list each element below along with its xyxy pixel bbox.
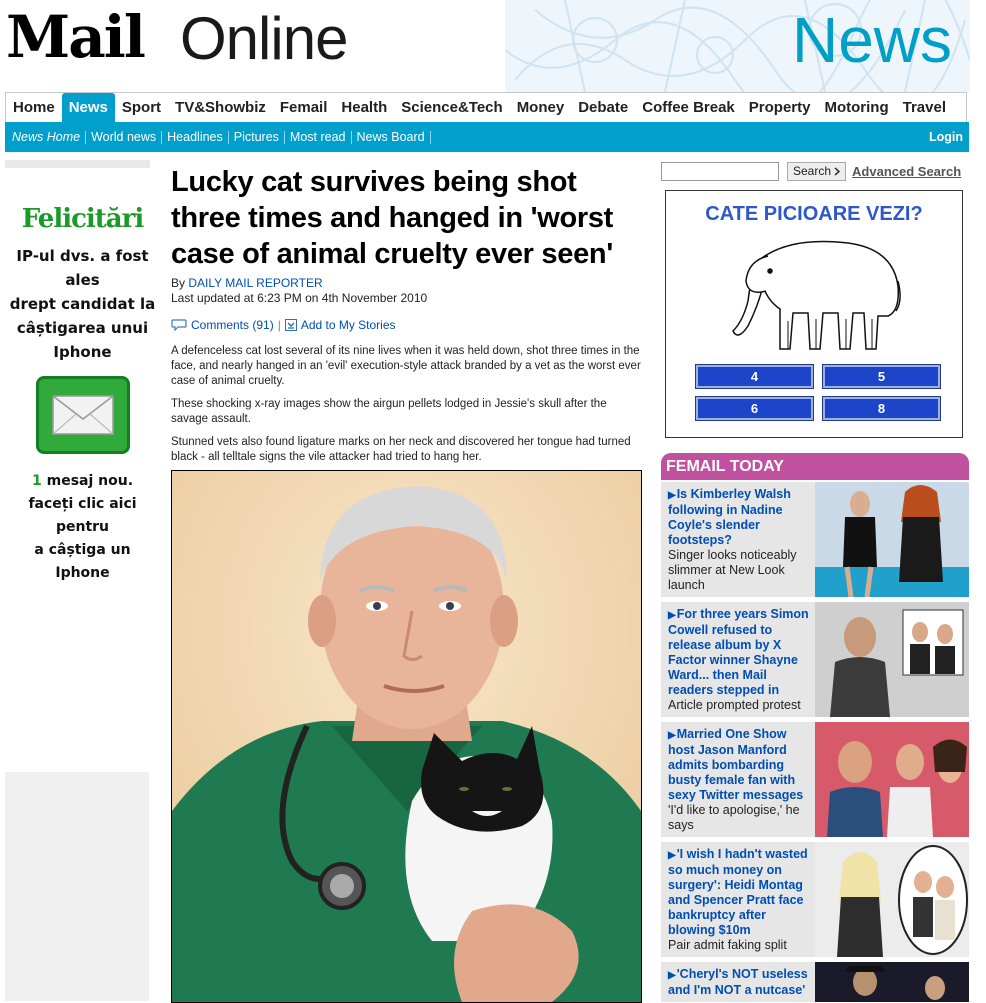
ad-cta[interactable] <box>5 470 160 585</box>
femail-thumbnail[interactable] <box>815 842 969 957</box>
ad-message-count: 1 <box>31 473 42 489</box>
femail-thumbnail[interactable] <box>815 602 969 717</box>
subnav-news-board[interactable]: News Board <box>352 131 431 144</box>
quiz-ad[interactable] <box>665 190 963 438</box>
femail-headline-link[interactable]: For three years Simon Cowell refused to release album by X Factor winner Shayne Ward... then Mail readers stepped in <box>668 607 809 697</box>
masthead <box>0 0 986 92</box>
article-paragraph: A defenceless cat lost several of its nine lives when it was held down, shot three times in the face, and nearly hanged in an 'evil' execution-style attack branded by a vet as the worst ever case of animal cruelty. <box>171 345 641 387</box>
subnav-pictures[interactable]: Pictures <box>229 131 285 144</box>
nav-tv-showbiz[interactable]: TV&Showbiz <box>175 99 266 116</box>
right-column <box>661 160 969 1002</box>
femail-item-sub: Article prompted protest <box>668 698 801 712</box>
femail-headline-link[interactable]: 'Cheryl's NOT useless and I'm NOT a nutcase' <box>668 967 808 997</box>
comment-icon <box>171 319 187 331</box>
chevron-right-icon <box>834 167 840 176</box>
logo-online[interactable]: Online <box>180 5 348 72</box>
sub-nav <box>5 122 969 152</box>
nav-femail[interactable]: Femail <box>279 99 328 116</box>
femail-headline-link[interactable]: 'I wish I hadn't wasted so much money on surgery': Heidi Montag and Spencer Pratt face bankruptcy after blowing $10m <box>668 847 808 937</box>
femail-headline-link[interactable]: Is Kimberley Walsh following in Nadine Coyle's slender footsteps? <box>668 487 791 547</box>
arrow-right-icon: ▶ <box>668 490 676 501</box>
section-title: News <box>791 4 952 76</box>
last-updated: Last updated at 6:23 PM on 4th November 2010 <box>171 291 428 305</box>
ad-line: faceți clic aici pentru <box>28 496 137 535</box>
nav-coffee-break[interactable]: Coffee Break <box>642 99 735 116</box>
add-to-my-stories-link[interactable]: Add to My Stories <box>300 318 396 332</box>
article-paragraph: Stunned vets also found ligature marks on her neck and discovered her tongue had turned black - all telltale signs the vile attacker had tried to hang her. <box>171 436 631 463</box>
arrow-right-icon: ▶ <box>668 610 676 621</box>
nav-health[interactable]: Health <box>341 99 388 116</box>
femail-headline-link[interactable]: Married One Show host Jason Manford admits bombarding busty female fan with sexy Twitter messages <box>668 727 804 802</box>
femail-item-text <box>668 847 810 953</box>
quiz-title: CATE PICIOARE VEZI? <box>705 203 923 225</box>
left-ad-placeholder <box>5 772 149 1001</box>
search-button-label: Search <box>793 163 832 178</box>
article-headline: Lucky cat survives being shot three times and hanged in 'worst case of animal cruelty ever seen' <box>171 166 614 270</box>
quiz-option-4[interactable]: 4 <box>696 365 813 388</box>
quiz-option-6[interactable]: 6 <box>696 397 813 420</box>
femail-item[interactable] <box>661 722 969 837</box>
vet-with-cat-image <box>172 471 641 1002</box>
main-nav <box>5 92 967 122</box>
article-photo <box>171 470 642 1003</box>
femail-item-text <box>668 727 810 833</box>
subnav-headlines[interactable]: Headlines <box>162 131 229 144</box>
search-bar <box>661 160 969 182</box>
quiz-option-5[interactable]: 5 <box>823 365 940 388</box>
ad-line: a câștiga un Iphone <box>34 542 131 581</box>
nav-property[interactable]: Property <box>748 99 811 116</box>
arrow-right-icon: ▶ <box>668 970 676 981</box>
search-input[interactable] <box>661 162 779 181</box>
arrow-right-icon: ▶ <box>668 850 676 861</box>
elephant-illusion-image <box>728 231 903 353</box>
nav-travel[interactable]: Travel <box>902 99 946 116</box>
femail-item-sub: Singer looks noticeably slimmer at New Look launch <box>668 548 797 592</box>
login-link[interactable]: Login <box>928 130 963 144</box>
ad-line: câștigarea unui <box>16 319 149 337</box>
nav-debate[interactable]: Debate <box>578 99 629 116</box>
femail-thumbnail[interactable] <box>815 482 969 597</box>
ad-line: Iphone <box>53 343 112 361</box>
ad-line: drept candidat la <box>9 295 156 313</box>
byline <box>171 276 643 291</box>
left-ad[interactable] <box>5 160 160 581</box>
nav-news[interactable]: News <box>62 93 115 122</box>
femail-item[interactable] <box>661 602 969 717</box>
quiz-option-8[interactable]: 8 <box>823 397 940 420</box>
subnav-world-news[interactable]: World news <box>86 131 162 144</box>
subnav-news-home[interactable]: News Home <box>7 131 86 144</box>
femail-thumbnail[interactable] <box>815 722 969 837</box>
femail-item-sub: Pair admit faking split <box>668 938 787 952</box>
article-tools <box>171 318 643 332</box>
ad-top-bar <box>5 160 150 168</box>
femail-thumbnail[interactable] <box>815 962 969 1002</box>
article <box>171 160 643 465</box>
advanced-search-link[interactable]: Advanced Search <box>852 163 962 179</box>
nav-sport[interactable]: Sport <box>121 99 162 116</box>
femail-item-text <box>668 607 810 713</box>
femail-item[interactable] <box>661 482 969 597</box>
ad-title: Felicitări <box>21 204 144 234</box>
femail-item-text <box>668 487 810 593</box>
ad-message <box>5 244 160 364</box>
subnav-most-read[interactable]: Most read <box>285 131 352 144</box>
ad-line: IP-ul dvs. a fost ales <box>16 247 149 289</box>
author-link[interactable]: DAILY MAIL REPORTER <box>188 276 323 290</box>
nav-money[interactable]: Money <box>516 99 565 116</box>
nav-home[interactable]: Home <box>13 99 55 116</box>
femail-item[interactable] <box>661 962 969 1002</box>
femail-item[interactable] <box>661 842 969 957</box>
article-paragraph: These shocking x-ray images show the airgun pellets lodged in Jessie's skull after the savage assault. <box>171 398 607 425</box>
ad-new-message: mesaj nou. <box>46 473 134 489</box>
search-button[interactable] <box>787 162 846 181</box>
tools-separator: | <box>277 318 281 332</box>
femail-item-sub: 'I'd like to apologise,' he says <box>668 803 800 832</box>
byline-by: By <box>171 276 186 290</box>
nav-science-tech[interactable]: Science&Tech <box>401 99 503 116</box>
envelope-icon[interactable] <box>36 376 130 454</box>
arrow-right-icon: ▶ <box>668 730 676 741</box>
femail-today-header: FEMAIL TODAY <box>661 453 969 480</box>
nav-motoring[interactable]: Motoring <box>824 99 889 116</box>
logo-mail[interactable]: Mail <box>6 3 144 71</box>
femail-item-text <box>668 967 810 998</box>
add-story-icon <box>285 319 297 331</box>
comments-link[interactable]: Comments (91) <box>191 318 274 332</box>
